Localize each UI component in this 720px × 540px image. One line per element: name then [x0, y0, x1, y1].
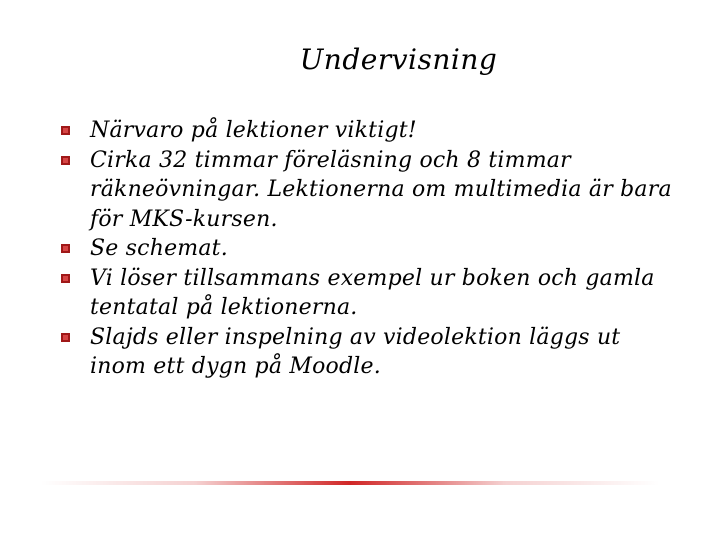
list-item [58, 323, 678, 382]
square-bullet-icon [61, 274, 70, 283]
square-bullet-icon [61, 156, 70, 165]
list-item [58, 116, 678, 146]
square-bullet-icon [61, 244, 70, 253]
list-item [58, 264, 678, 323]
bullet-text: Se schemat. [90, 236, 228, 261]
footer-divider-line [40, 481, 660, 485]
slide-title: Undervisning [299, 43, 498, 76]
bullet-text: Vi löser tillsammans exempel ur boken och gamla tentatal på lektionerna. [90, 265, 655, 320]
square-bullet-icon [61, 126, 70, 135]
list-item [58, 234, 678, 264]
bullet-text: Slajds eller inspelning av videolektion läggs ut inom ett dygn på Moodle. [90, 324, 621, 379]
square-bullet-icon [61, 333, 70, 342]
bullet-text: Närvaro på lektioner viktigt! [90, 118, 417, 143]
list-item [58, 146, 678, 235]
bullet-text: Cirka 32 timmar föreläsning och 8 timmar räkneövningar. Lektionerna om multimedia är bara för MKS-kursen. [90, 147, 672, 232]
bullet-list [58, 116, 678, 382]
